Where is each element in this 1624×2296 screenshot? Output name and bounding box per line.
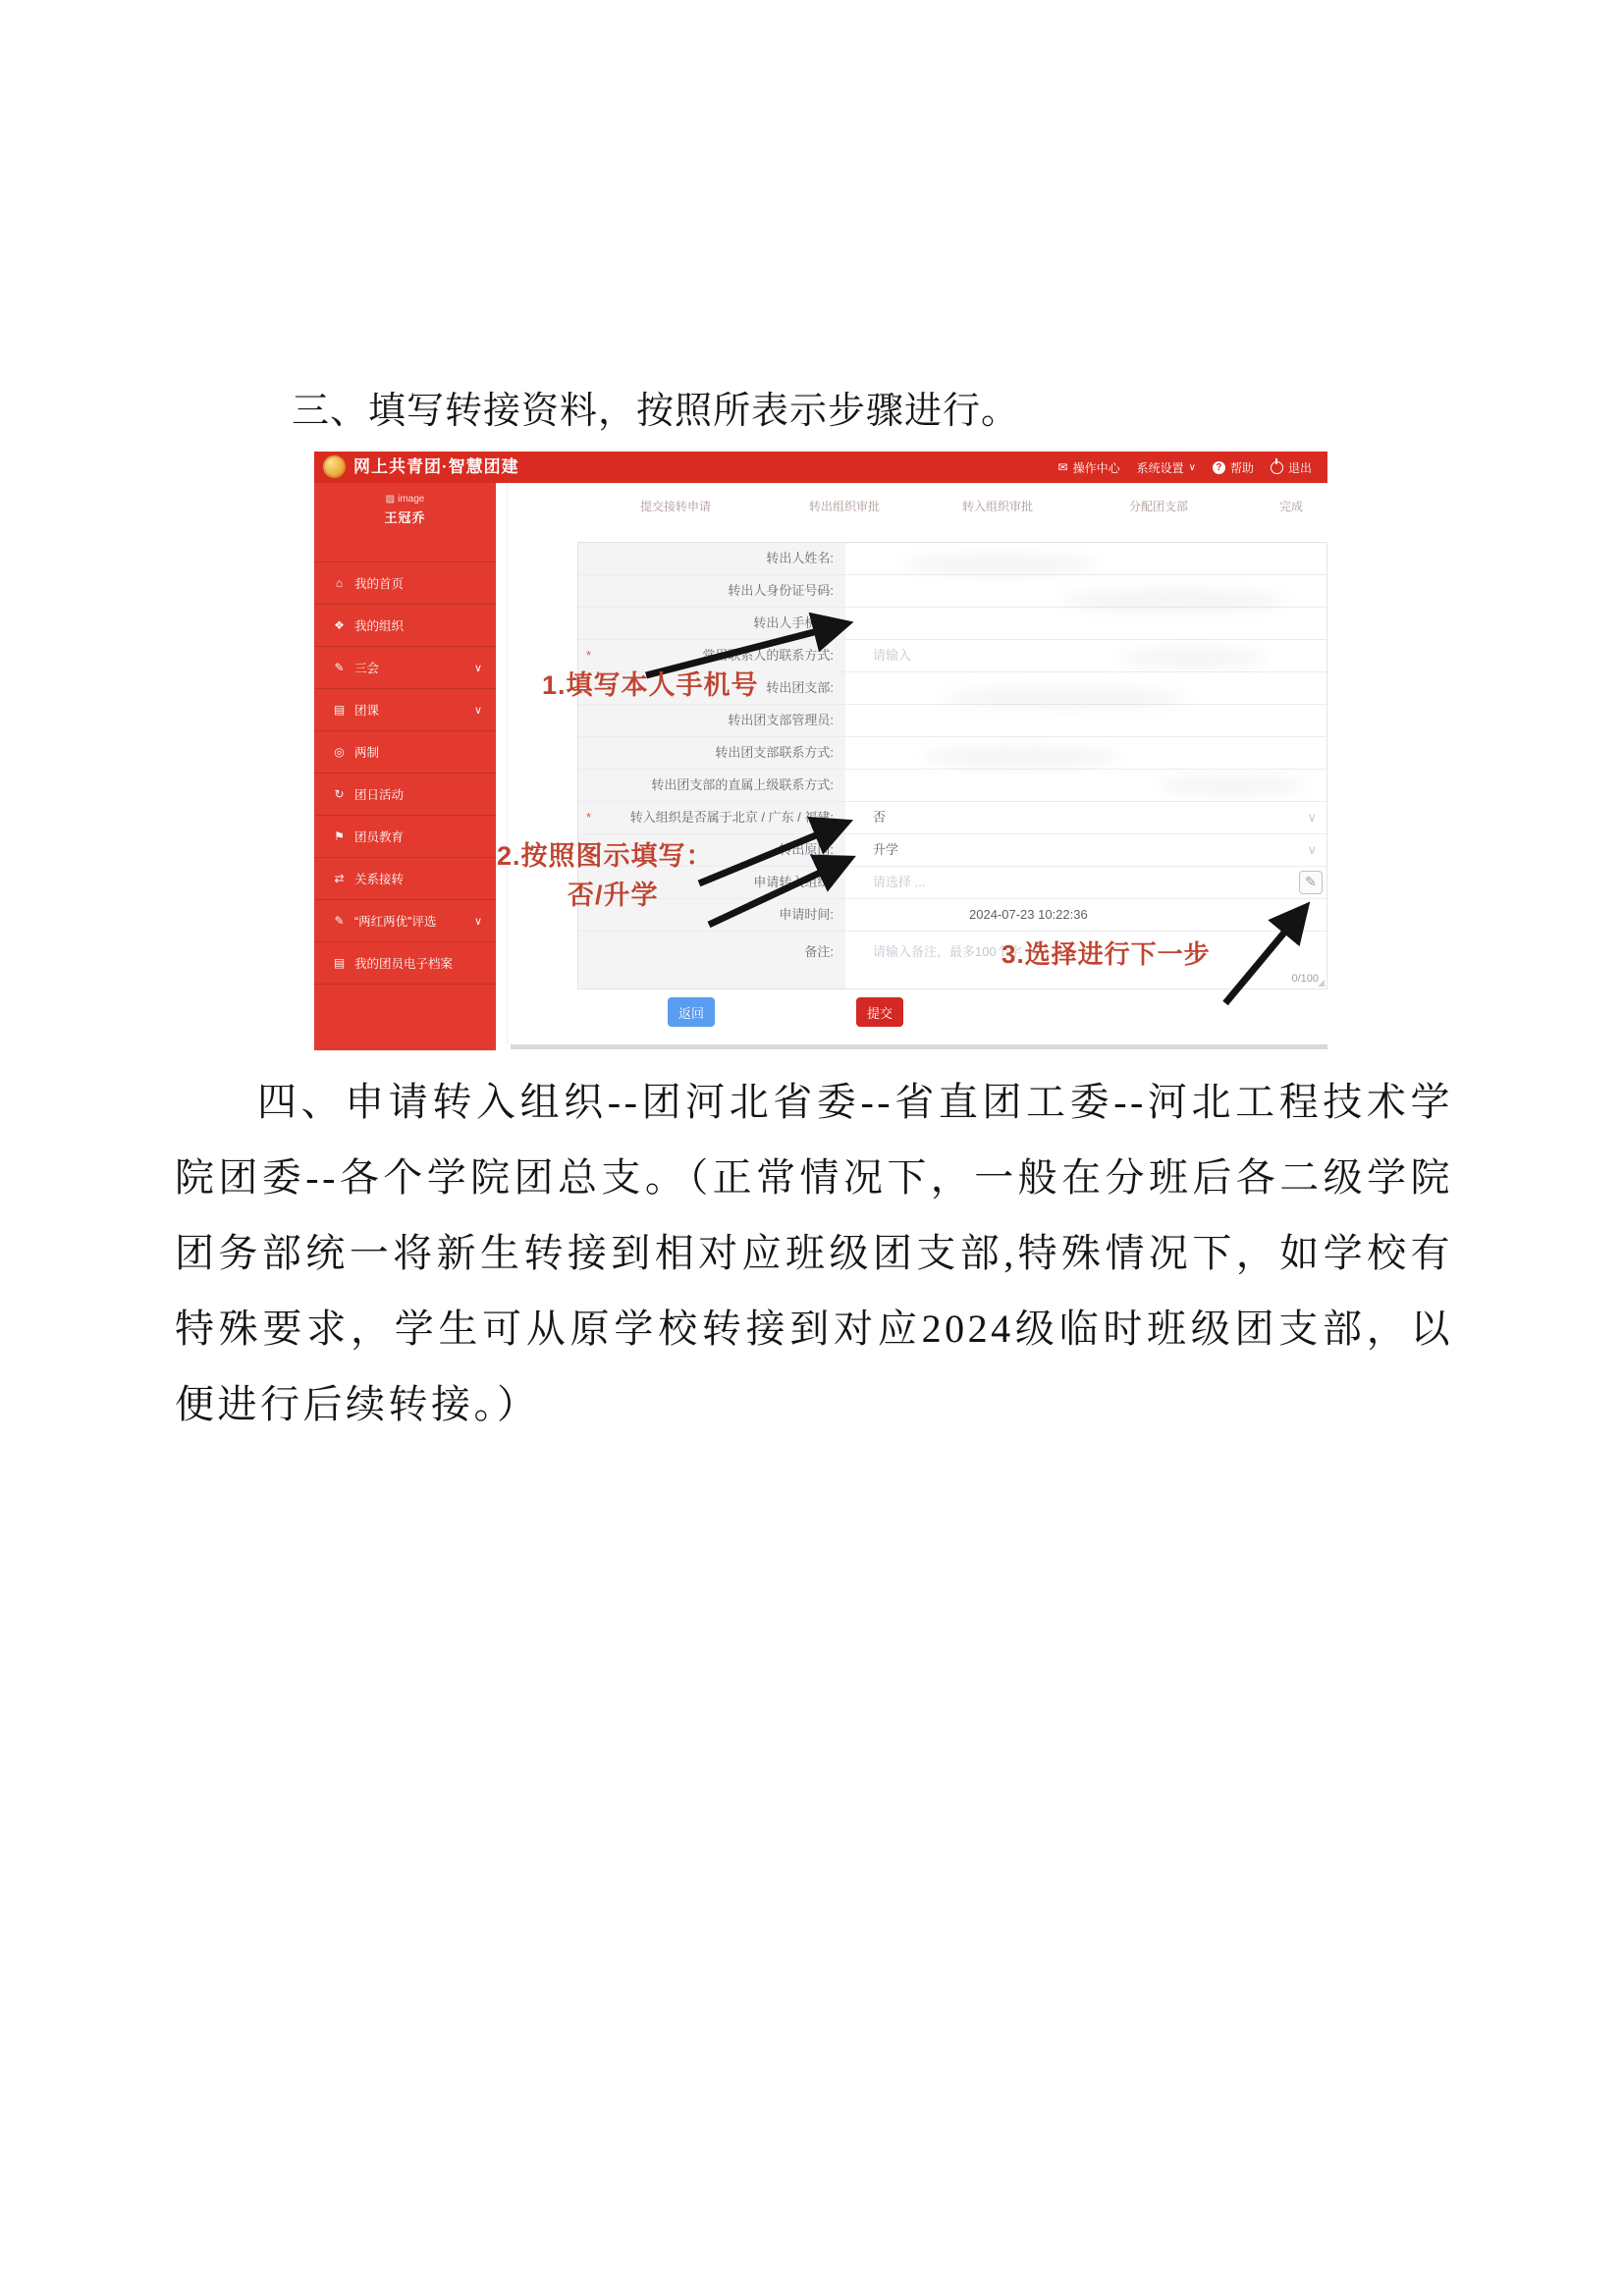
sidebar-item[interactable] bbox=[314, 773, 496, 815]
form-row-label-cell bbox=[578, 608, 845, 639]
sidebar-item-label: 我的团员电子档案 bbox=[354, 957, 454, 971]
header-menu bbox=[1058, 452, 1312, 483]
chevron-down-icon: ∨ bbox=[473, 915, 482, 928]
sidebar-item-label: 团日活动 bbox=[354, 788, 405, 802]
menu-item-label: 系统设置 bbox=[1136, 460, 1184, 475]
form-row-label-cell bbox=[578, 705, 845, 736]
form-field-value: 升学 bbox=[873, 842, 899, 857]
logout-menu-item[interactable] bbox=[1271, 459, 1312, 476]
form-field-value: 否 bbox=[873, 810, 887, 825]
sidebar-item[interactable] bbox=[314, 899, 496, 941]
member-education-icon: ⚑ bbox=[334, 829, 345, 843]
form-row-label-cell bbox=[578, 770, 845, 801]
form-row-label: 转出原因: bbox=[779, 842, 834, 857]
sidebar-item[interactable] bbox=[314, 688, 496, 730]
operation-center-menu-item[interactable] bbox=[1058, 459, 1120, 476]
app-title: 网上共青团·智慧团建 bbox=[353, 457, 519, 476]
relation-transfer-icon: ⇄ bbox=[334, 872, 345, 885]
menu-item-label: 退出 bbox=[1287, 460, 1312, 475]
chevron-down-icon: ∨ bbox=[473, 662, 482, 674]
menu-item-label: 帮助 bbox=[1229, 460, 1254, 475]
meetings-icon: ✎ bbox=[334, 661, 345, 674]
sidebar-item-label: 我的组织 bbox=[354, 619, 405, 633]
sidebar-item[interactable] bbox=[314, 561, 496, 604]
form-field-placeholder: 请选择 ... bbox=[873, 875, 926, 889]
step-item[interactable]: 提交接转申请 bbox=[639, 500, 712, 513]
step-item[interactable]: 分配团支部 bbox=[1128, 500, 1189, 513]
embedded-screenshot bbox=[314, 452, 1327, 1052]
step-item[interactable]: 转出组织审批 bbox=[808, 500, 881, 513]
redacted-value-blur bbox=[923, 746, 1119, 768]
sidebar-item[interactable] bbox=[314, 730, 496, 773]
form-field[interactable] bbox=[845, 705, 1326, 736]
form-row-label-cell bbox=[578, 543, 845, 574]
sidebar-item[interactable] bbox=[314, 646, 496, 688]
redacted-value-blur bbox=[1159, 775, 1306, 795]
form-field-placeholder: 请输入 bbox=[873, 648, 912, 663]
chevron-down-icon: ∨ bbox=[1188, 461, 1196, 473]
two-systems-icon: ◎ bbox=[334, 745, 345, 759]
resize-grip-icon[interactable] bbox=[1318, 980, 1325, 987]
required-star: * bbox=[586, 810, 592, 825]
chevron-down-icon[interactable]: ∨ bbox=[1307, 842, 1317, 857]
annotation-step2-line1: 2.按照图示填写： bbox=[497, 841, 714, 871]
section-heading: 三、填写转接资料，按照所表示步骤进行。 bbox=[292, 391, 1020, 432]
form-row bbox=[578, 608, 1326, 640]
redacted-value-blur bbox=[1119, 648, 1267, 667]
mail-icon: ✉ bbox=[1057, 460, 1068, 474]
sidebar-item[interactable] bbox=[314, 941, 496, 985]
wizard-steps bbox=[496, 483, 1327, 530]
form-field[interactable] bbox=[845, 867, 1326, 898]
form-row-label: 转出人手机号: bbox=[753, 615, 834, 630]
power-icon bbox=[1271, 461, 1283, 474]
form-row-label-cell bbox=[578, 575, 845, 607]
sidebar-item-label: 我的首页 bbox=[354, 577, 405, 591]
form-field-value: 2024-07-23 10:22:36 bbox=[969, 907, 1088, 922]
sidebar-item[interactable] bbox=[314, 815, 496, 857]
sidebar-item-label: 团员教育 bbox=[354, 830, 405, 844]
redacted-value-blur bbox=[943, 687, 1188, 709]
redacted-value-blur bbox=[903, 554, 1100, 575]
char-counter: 0/100 bbox=[1291, 973, 1319, 985]
broken-image-icon: ▨ bbox=[385, 493, 396, 505]
back-button[interactable]: 返回 bbox=[668, 997, 715, 1027]
form-row bbox=[578, 899, 1326, 932]
avatar-placeholder-label: image bbox=[398, 494, 425, 505]
help-icon: ? bbox=[1213, 461, 1225, 474]
sidebar bbox=[314, 483, 496, 1050]
required-star: * bbox=[586, 648, 592, 663]
chevron-down-icon: ∨ bbox=[473, 704, 482, 717]
annotation-step2-line2: 否/升学 bbox=[568, 881, 659, 910]
form-field-placeholder: 请输入备注，最多100个字 bbox=[873, 944, 1022, 959]
organization-icon: ❖ bbox=[334, 618, 345, 632]
submit-button[interactable]: 提交 bbox=[856, 997, 903, 1027]
chevron-down-icon[interactable]: ∨ bbox=[1307, 810, 1317, 825]
sidebar-item[interactable] bbox=[314, 857, 496, 899]
edit-icon[interactable]: ✎ bbox=[1299, 871, 1323, 894]
help-menu-item[interactable] bbox=[1213, 459, 1254, 476]
form-row bbox=[578, 932, 1326, 988]
user-name: 王冠乔 bbox=[384, 510, 426, 525]
form-row-label: 转出团支部联系方式: bbox=[715, 745, 834, 760]
home-icon: ⌂ bbox=[335, 576, 344, 590]
form-row-label: 转出人姓名: bbox=[766, 551, 834, 565]
sidebar-item[interactable] bbox=[314, 604, 496, 646]
form-field bbox=[845, 899, 1326, 931]
form-row-label: 申请转入组织: bbox=[753, 875, 834, 889]
annotation-step3: 3.选择进行下一步 bbox=[1001, 939, 1211, 969]
form-row-label: 常用联系人的联系方式: bbox=[702, 648, 834, 663]
form-row bbox=[578, 705, 1326, 737]
step-item[interactable]: 转入组织审批 bbox=[961, 500, 1034, 513]
system-settings-menu-item[interactable] bbox=[1137, 459, 1196, 476]
form-row-label: 转入组织是否属于北京 / 广东 / 福建: bbox=[629, 810, 834, 825]
form-row-label-cell bbox=[578, 932, 845, 988]
form-row-label: 备注: bbox=[804, 944, 834, 959]
sidebar-item-label: 三会 bbox=[354, 662, 380, 675]
content-divider bbox=[507, 483, 508, 1044]
step-item[interactable]: 完成 bbox=[1278, 500, 1304, 513]
sidebar-menu bbox=[314, 561, 496, 985]
menu-item-label: 操作中心 bbox=[1072, 460, 1120, 475]
form-row-label: 转出团支部管理员: bbox=[728, 713, 834, 727]
form-row-label: 转出团支部的直属上级联系方式: bbox=[651, 777, 834, 792]
form-field[interactable] bbox=[845, 608, 1326, 639]
evaluation-icon: ✎ bbox=[334, 914, 345, 928]
form-field[interactable] bbox=[845, 834, 1326, 866]
redacted-value-blur bbox=[1060, 589, 1286, 613]
form-row bbox=[578, 802, 1326, 834]
league-emblem-logo bbox=[323, 455, 346, 478]
annotation-step1: 1.填写本人手机号 bbox=[542, 670, 759, 700]
form-row-label: 申请时间: bbox=[779, 907, 834, 922]
form-row-label-cell bbox=[578, 802, 845, 833]
form-row-label: 转出人身份证号码: bbox=[728, 583, 834, 598]
archive-icon: ▤ bbox=[333, 956, 346, 970]
app-header bbox=[314, 452, 1327, 483]
league-day-activity-icon: ↻ bbox=[334, 787, 345, 801]
sidebar-item-label: 关系接转 bbox=[354, 873, 405, 886]
sidebar-item-label: “两红两优”评选 bbox=[354, 915, 437, 929]
screenshot-bottom-edge bbox=[511, 1044, 1327, 1049]
form-field[interactable] bbox=[845, 802, 1326, 833]
sidebar-item-label: 两制 bbox=[354, 746, 380, 760]
paragraph-section4: 四、申请转入组织--团河北省委--省直团工委--河北工程技术学院团委--各个学院团总支。（正常情况下，一般在分班后各二级学院团务部统一将新生转接到相对应班级团支部,特殊情况下，如学校有特殊要求，学生可从原学校转接到对应2024级临时班级团支部，以便进行后续转接。） bbox=[175, 1080, 1453, 1426]
league-course-icon: ▤ bbox=[333, 703, 346, 717]
sidebar-item-label: 团课 bbox=[354, 704, 380, 718]
form-row-label: 转出团支部: bbox=[766, 680, 834, 695]
user-avatar-block bbox=[314, 483, 496, 526]
form-row-label-cell bbox=[578, 737, 845, 769]
